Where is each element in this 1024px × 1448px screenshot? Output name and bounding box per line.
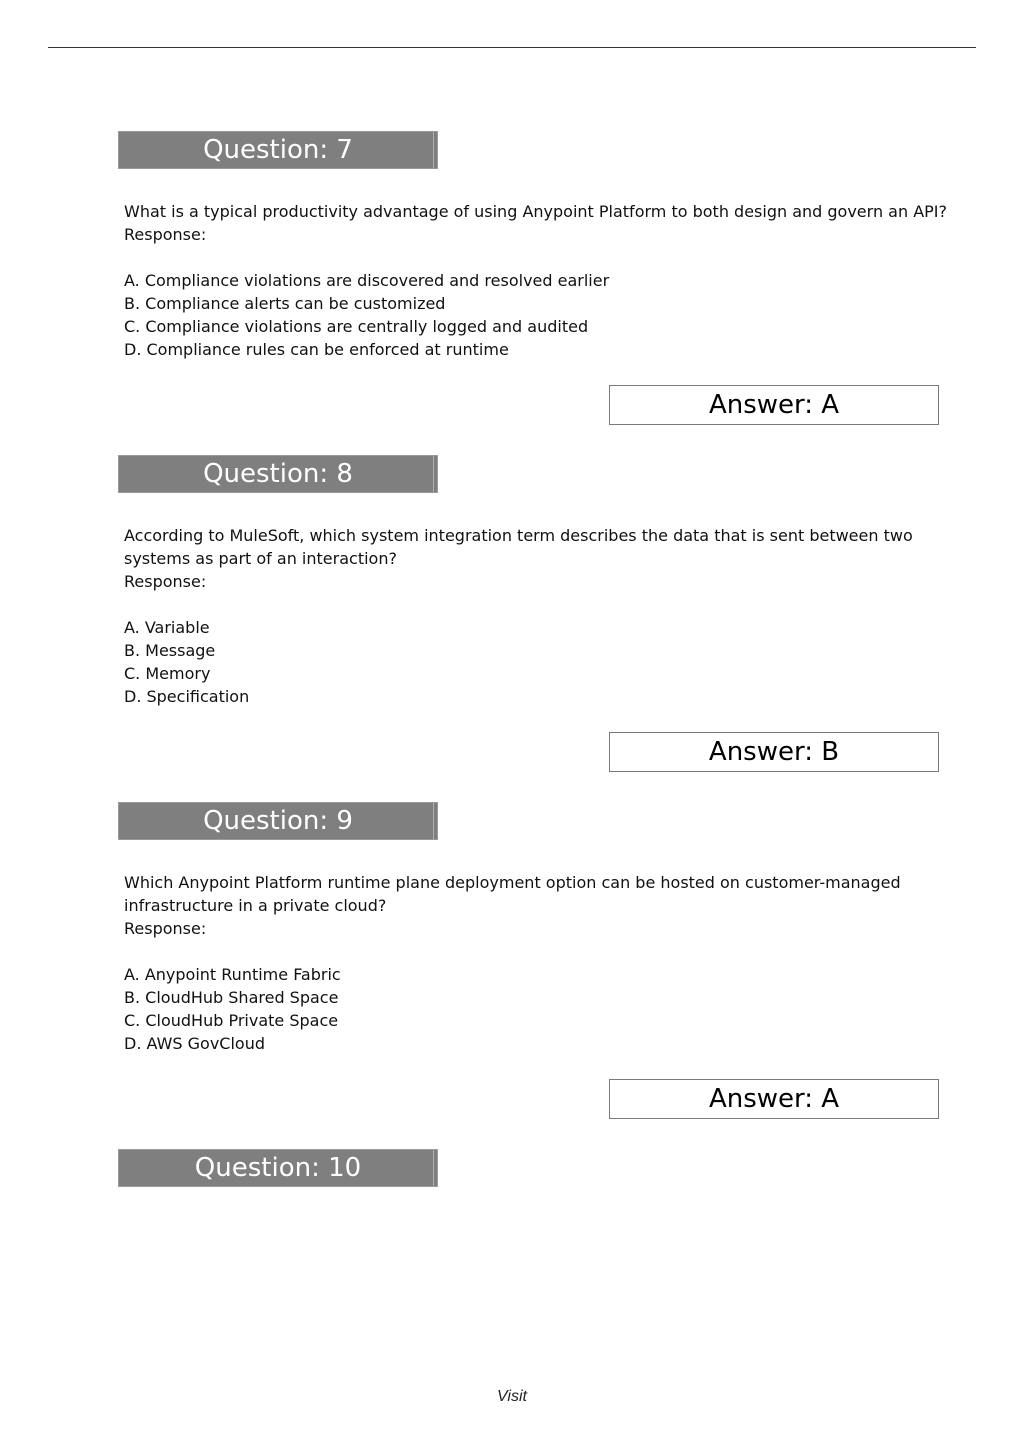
option-c: C. Compliance violations are centrally logged and audited: [124, 317, 589, 336]
question-header: Question: 7: [118, 131, 438, 169]
question-prompt: infrastructure in a private cloud?: [124, 896, 387, 915]
question-prompt: systems as part of an interaction?: [124, 549, 397, 568]
question-body: [124, 524, 924, 708]
top-rule: [48, 47, 976, 48]
option-b: B. Compliance alerts can be customized: [124, 294, 446, 313]
answer-box: Answer: A: [609, 1079, 939, 1119]
question-prompt: What is a typical productivity advantage of using Anypoint Platform to both design and govern an API?: [124, 202, 948, 221]
option-a: A. Variable: [124, 618, 210, 637]
option-c: C. CloudHub Private Space: [124, 1011, 339, 1030]
response-label: Response:: [124, 572, 207, 591]
option-c: C. Memory: [124, 664, 211, 683]
option-b: B. Message: [124, 641, 216, 660]
answer-box: Answer: A: [609, 385, 939, 425]
option-a: A. Anypoint Runtime Fabric: [124, 965, 341, 984]
footer-visit-text: Visit: [497, 1388, 527, 1405]
question-header: Question: 9: [118, 802, 438, 840]
option-d: D. Compliance rules can be enforced at runtime: [124, 340, 509, 359]
option-d: D. AWS GovCloud: [124, 1034, 265, 1053]
response-label: Response:: [124, 225, 207, 244]
question-header: Question: 10: [118, 1149, 438, 1187]
option-d: D. Specification: [124, 687, 250, 706]
response-label: Response:: [124, 919, 207, 938]
question-body: [124, 200, 948, 361]
option-b: B. CloudHub Shared Space: [124, 988, 339, 1007]
question-body: [124, 871, 924, 1055]
question-header: Question: 8: [118, 455, 438, 493]
question-prompt: According to MuleSoft, which system integration term describes the data that is sent between two: [124, 526, 913, 545]
answer-box: Answer: B: [609, 732, 939, 772]
question-prompt: Which Anypoint Platform runtime plane deployment option can be hosted on customer-managed: [124, 873, 901, 892]
option-a: A. Compliance violations are discovered and resolved earlier: [124, 271, 610, 290]
